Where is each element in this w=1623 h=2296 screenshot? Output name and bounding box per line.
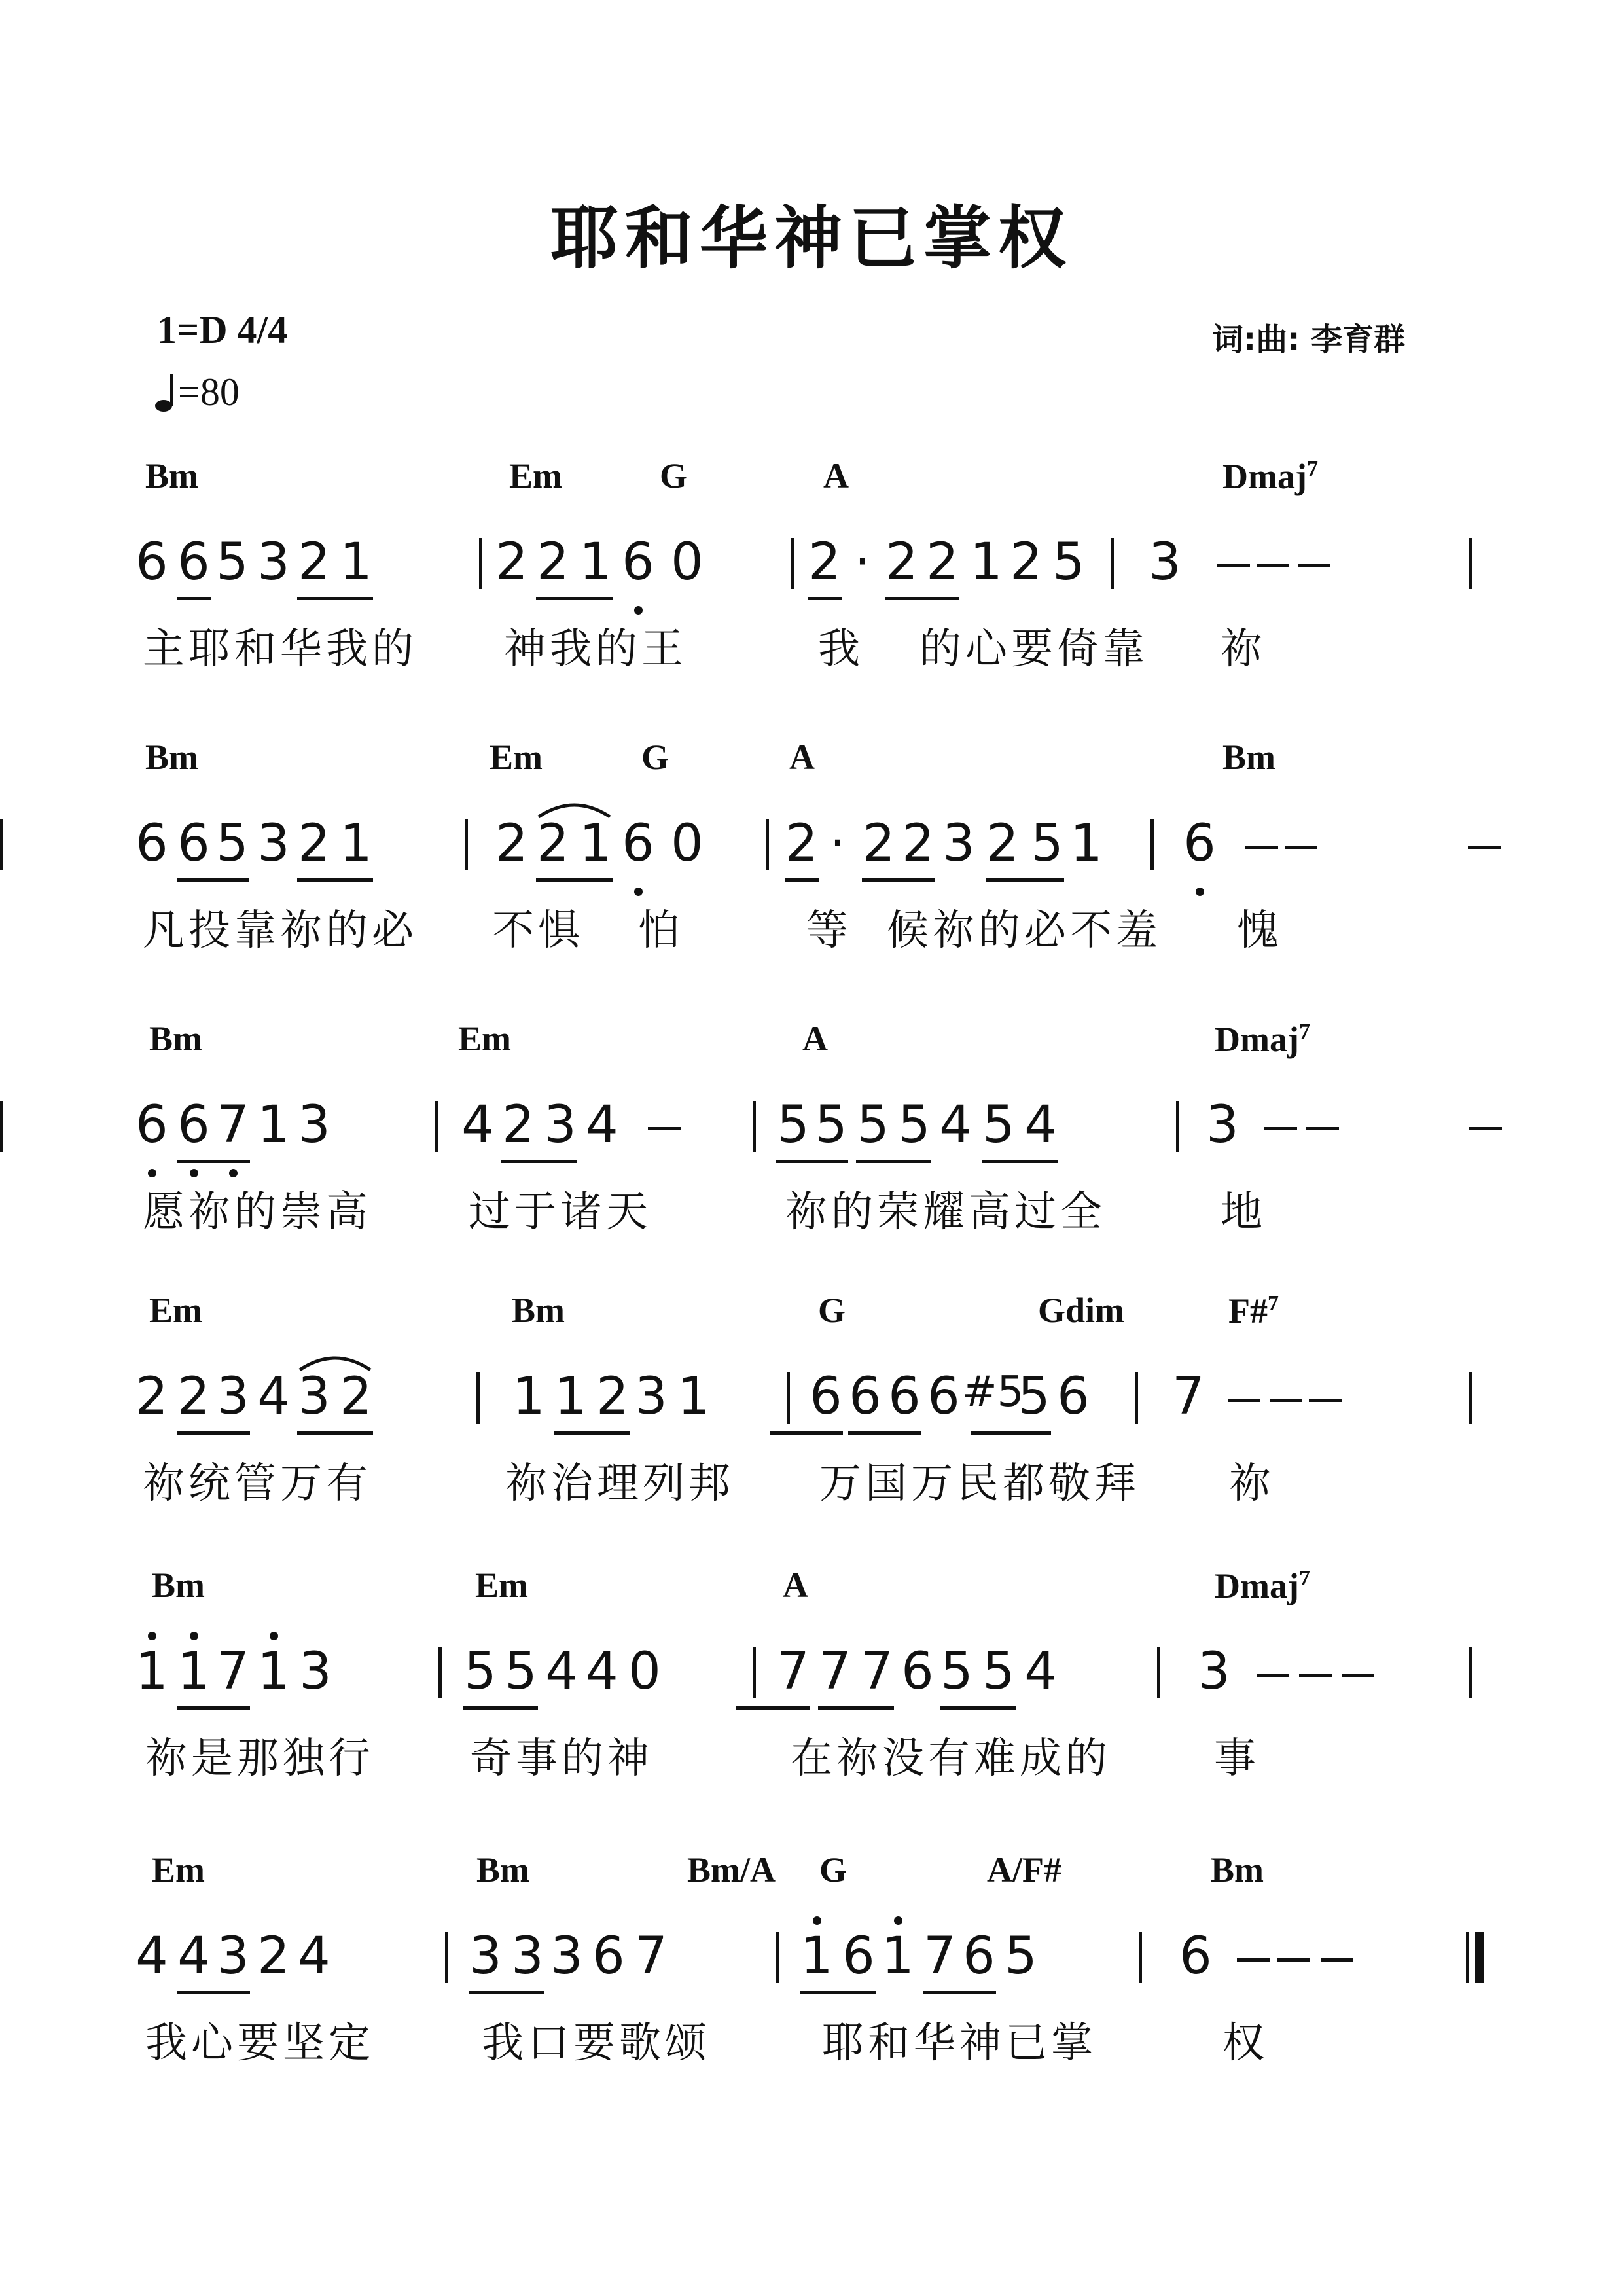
note-digit: 2 [298, 814, 330, 873]
note-digit: 3 [298, 1367, 330, 1426]
octave-dot-below [148, 1169, 156, 1177]
octave-dot-above [894, 1916, 902, 1925]
note-digit: 5 [982, 1642, 1015, 1701]
note-digit: 4 [135, 1927, 168, 1986]
eighth-beam [469, 1991, 544, 1994]
chord-extension: 7 [1298, 1566, 1310, 1590]
note-digit: 5 [857, 1096, 889, 1155]
note-digit: 7 [819, 1642, 851, 1701]
note-digit: 6 [1179, 1927, 1212, 1986]
note-digit: #5 [962, 1368, 1024, 1416]
eighth-beam [885, 597, 959, 600]
note-digit: 5 [216, 814, 249, 873]
chord-label: Dmaj [1215, 1020, 1299, 1059]
eighth-beam [800, 1991, 876, 1994]
note-digit: 4 [545, 1642, 578, 1701]
octave-dot-above [148, 1632, 156, 1640]
chord-label: Bm [145, 738, 198, 777]
eighth-beam [554, 1431, 630, 1435]
chord-label: Em [475, 1566, 528, 1605]
note-digit: 3 [257, 533, 290, 592]
chord-symbol [458, 1021, 511, 1056]
eighth-beam [862, 878, 935, 882]
extension-dash [648, 1127, 681, 1130]
chord-symbol [660, 458, 687, 493]
chord-symbol [987, 1852, 1061, 1888]
extension-dash [1264, 1127, 1297, 1130]
barline [787, 1372, 790, 1424]
note-digit: 5 [815, 1096, 847, 1155]
note-digit: 1 [1070, 814, 1103, 873]
slur [537, 798, 611, 818]
note-digit: 1 [882, 1927, 914, 1986]
barline [776, 1932, 779, 1983]
note-digit: 2 [340, 1367, 372, 1426]
note-digit: 4 [461, 1096, 494, 1155]
note-digit: 6 [135, 1096, 168, 1155]
note-digit: 7 [635, 1927, 668, 1986]
note-digit: 1 [800, 1927, 833, 1986]
chord-label: Em [149, 1291, 202, 1330]
chord-symbol [152, 1568, 205, 1603]
note-digit: 3 [1206, 1096, 1239, 1155]
lyric-phrase: 耶和华神已掌 [822, 2019, 1097, 2068]
octave-dot-above [813, 1916, 821, 1925]
chord-label: Dmaj [1222, 457, 1307, 496]
barline [476, 1372, 480, 1424]
barline [753, 1647, 756, 1698]
note-digit: 2 [537, 814, 569, 873]
eighth-beam [297, 597, 373, 600]
chord-label: G [819, 1850, 847, 1890]
note-digit: 6 [622, 533, 654, 592]
note-digit: 4 [586, 1642, 618, 1701]
chord-label: Bm [512, 1291, 565, 1330]
chord-symbol [818, 1293, 846, 1328]
note-digit: 1 [677, 1367, 710, 1426]
augmentation-dot: · [829, 814, 846, 873]
final-barline-thick [1475, 1932, 1484, 1983]
note-digit: 4 [1024, 1642, 1057, 1701]
note-digit: 3 [635, 1367, 668, 1426]
extension-dash [1277, 1958, 1310, 1962]
note-digit: 5 [1005, 1927, 1037, 1986]
lyric-phrase: 主耶和华我的 [143, 625, 418, 673]
note-digit: 1 [970, 533, 1003, 592]
extension-dash [1245, 846, 1278, 849]
note-digit: 3 [257, 814, 290, 873]
chord-symbol [819, 1852, 847, 1888]
chord-symbol [1215, 1021, 1310, 1057]
note-digit: 1 [512, 1367, 545, 1426]
eighth-beam [177, 597, 211, 600]
note-digit: 4 [298, 1927, 330, 1986]
note-digit: 2 [495, 533, 528, 592]
note-digit: 0 [671, 533, 704, 592]
barline [0, 1101, 3, 1152]
note-digit: 2 [986, 814, 1019, 873]
note-digit: 7 [923, 1927, 956, 1986]
eighth-beam [776, 1160, 848, 1163]
chord-label: A/F# [987, 1850, 1061, 1890]
barline [1469, 538, 1472, 589]
chord-label: Dmaj [1215, 1566, 1299, 1605]
chord-label: Em [458, 1019, 511, 1058]
lyric-phrase: 祢治理列邦 [505, 1460, 734, 1508]
note-digit: 7 [1172, 1367, 1205, 1426]
chord-symbol [1228, 1293, 1279, 1329]
eighth-beam [785, 878, 819, 882]
eighth-beam [177, 1431, 250, 1435]
chord-symbol [1211, 1852, 1264, 1888]
note-digit: 5 [216, 533, 249, 592]
eighth-beam [736, 1706, 810, 1710]
note-digit: 2 [502, 1096, 535, 1155]
note-digit: 5 [940, 1642, 973, 1701]
extension-dash [1285, 846, 1317, 849]
chord-label: A [783, 1566, 808, 1605]
chord-symbol [789, 740, 815, 775]
eighth-beam [856, 1160, 931, 1163]
lyric-phrase: 怕 [638, 906, 684, 955]
chord-symbol [149, 1293, 202, 1328]
note-digit: 1 [340, 533, 372, 592]
extension-dash [1468, 846, 1501, 849]
lyric-phrase: 等 [806, 906, 852, 955]
lyric-phrase: 不惧 [492, 906, 584, 955]
barline [791, 538, 794, 589]
chord-label: Gdim [1038, 1291, 1125, 1330]
note-digit: 5 [982, 1096, 1015, 1155]
note-digit: 4 [177, 1927, 210, 1986]
note-digit: 6 [177, 1096, 210, 1155]
barline [438, 1647, 442, 1698]
lyric-phrase: 地 [1221, 1188, 1266, 1236]
extension-dash [1298, 564, 1330, 567]
chord-label: A [823, 456, 849, 495]
barline [1150, 819, 1154, 870]
lyric-phrase: 祢 [1221, 625, 1266, 673]
octave-dot-below [634, 606, 643, 615]
note-digit: 5 [777, 1096, 810, 1155]
barline [1469, 1647, 1472, 1698]
note-digit: 1 [257, 1642, 290, 1701]
lyric-phrase: 权 [1222, 2019, 1268, 2068]
chord-label: A [802, 1019, 828, 1058]
lyric-phrase: 候祢的必不羞 [887, 906, 1162, 955]
chord-symbol [149, 1021, 202, 1056]
eighth-beam [536, 878, 613, 882]
note-digit: 2 [537, 533, 569, 592]
chord-symbol [476, 1852, 529, 1888]
extension-dash [1257, 1674, 1289, 1677]
note-digit: 6 [842, 1927, 875, 1986]
lyric-phrase: 我口要歌颂 [482, 2019, 711, 2068]
note-digit: 6 [963, 1927, 995, 1986]
chord-symbol [687, 1852, 776, 1888]
note-digit: 6 [177, 814, 210, 873]
note-digit: 2 [808, 533, 841, 592]
barline [766, 819, 769, 870]
barline [1469, 1372, 1472, 1424]
eighth-beam [177, 1706, 250, 1710]
note-digit: 2 [902, 814, 935, 873]
chord-label: Bm [476, 1850, 529, 1890]
barline [1157, 1647, 1160, 1698]
note-digit: 2 [863, 814, 895, 873]
note-digit: 5 [1052, 533, 1085, 592]
extension-dash [1257, 564, 1289, 567]
lyric-phrase: 事 [1214, 1734, 1260, 1783]
note-digit: 6 [888, 1367, 921, 1426]
eighth-beam [848, 1431, 921, 1435]
eighth-beam [808, 597, 842, 600]
note-digit: 6 [849, 1367, 882, 1426]
note-digit: 3 [511, 1927, 544, 1986]
chord-label: Bm [149, 1019, 202, 1058]
eighth-beam [940, 1706, 1016, 1710]
eighth-beam [463, 1706, 538, 1710]
chord-extension: 7 [1306, 457, 1318, 481]
extension-dash [1299, 1674, 1332, 1677]
chord-symbol [783, 1568, 808, 1603]
eighth-beam [986, 878, 1064, 882]
song-title: 耶和华神已掌权 [550, 198, 1073, 278]
chord-label: G [641, 738, 669, 777]
chord-label: Bm [1211, 1850, 1264, 1890]
chord-symbol [145, 740, 198, 775]
final-barline-thin [1466, 1932, 1469, 1983]
note-digit: 6 [901, 1642, 934, 1701]
note-digit: 6 [622, 814, 654, 873]
tempo-marking [154, 370, 240, 415]
note-digit: 2 [596, 1367, 629, 1426]
lyric-phrase: 过于诸天 [469, 1188, 652, 1236]
note-digit: 3 [217, 1927, 249, 1986]
chord-symbol [823, 458, 849, 493]
note-digit: 6 [135, 814, 168, 873]
eighth-beam [971, 1431, 1051, 1435]
lyric-phrase: 在祢没有难成的 [791, 1734, 1111, 1783]
chord-symbol [152, 1852, 205, 1888]
chord-symbol [1222, 458, 1318, 494]
extension-dash [1342, 1674, 1374, 1677]
chord-label: A [789, 738, 815, 777]
lyric-phrase: 愿祢的崇高 [143, 1188, 372, 1236]
note-digit: 2 [495, 814, 528, 873]
note-digit: 5 [898, 1096, 931, 1155]
note-digit: 6 [927, 1367, 960, 1426]
note-digit: 3 [1149, 533, 1181, 592]
note-digit: 7 [861, 1642, 893, 1701]
chord-symbol [641, 740, 669, 775]
note-digit: 5 [1018, 1367, 1050, 1426]
octave-dot-below [1196, 888, 1204, 896]
chord-symbol [475, 1568, 528, 1603]
chord-symbol [490, 740, 543, 775]
barline [435, 1101, 438, 1152]
chord-label: Bm/A [687, 1850, 776, 1890]
eighth-beam [982, 1160, 1058, 1163]
barline [465, 819, 468, 870]
note-digit: 6 [135, 533, 168, 592]
chord-symbol [145, 458, 198, 493]
augmentation-dot: · [854, 533, 871, 592]
note-digit: 6 [810, 1367, 842, 1426]
eighth-beam [177, 1160, 250, 1163]
lyric-phrase: 神我的王 [504, 625, 687, 673]
eighth-beam [501, 1160, 577, 1163]
octave-dot-above [270, 1632, 278, 1640]
chord-symbol [1215, 1568, 1310, 1604]
note-digit: 2 [257, 1927, 290, 1986]
note-digit: 1 [554, 1367, 587, 1426]
chord-label: Em [152, 1850, 205, 1890]
note-digit: 6 [1183, 814, 1216, 873]
note-digit: 4 [1024, 1096, 1057, 1155]
barline [0, 819, 3, 870]
lyric-phrase: 祢 [1229, 1460, 1275, 1508]
chord-symbol [1038, 1293, 1124, 1328]
note-digit: 5 [464, 1642, 497, 1701]
chord-extension: 7 [1298, 1020, 1310, 1044]
slur [298, 1352, 372, 1371]
quarter-note-icon [154, 373, 178, 412]
chord-symbol [512, 1293, 565, 1328]
barline [1135, 1372, 1138, 1424]
note-digit: 4 [586, 1096, 618, 1155]
chord-extension: 7 [1268, 1291, 1279, 1316]
note-digit: 6 [592, 1927, 625, 1986]
chord-label: G [660, 456, 688, 495]
key-signature: 1=D 4/4 [157, 308, 288, 351]
note-digit: 7 [777, 1642, 810, 1701]
barline [479, 538, 482, 589]
note-digit: 0 [671, 814, 704, 873]
note-digit: 4 [257, 1367, 290, 1426]
barline [445, 1932, 448, 1983]
barline [753, 1101, 756, 1152]
lyric-phrase: 我 [818, 625, 864, 673]
extension-dash [1270, 1399, 1302, 1402]
note-digit: 2 [885, 533, 918, 592]
eighth-beam [177, 878, 249, 882]
chord-label: Bm [145, 456, 198, 495]
extension-dash [1309, 1399, 1342, 1402]
credit: 词:曲: 李育群 [1212, 321, 1406, 358]
lyric-phrase: 祢的荣耀高过全 [785, 1188, 1106, 1236]
note-digit: 3 [299, 1642, 332, 1701]
chord-symbol [509, 458, 562, 493]
chord-symbol [1222, 740, 1275, 775]
tempo-value: =80 [178, 370, 240, 414]
note-digit: 1 [135, 1642, 168, 1701]
chord-label: G [818, 1291, 846, 1330]
eighth-beam [536, 597, 613, 600]
chord-label: Em [490, 738, 543, 777]
note-digit: 3 [469, 1927, 502, 1986]
note-digit: 2 [298, 533, 330, 592]
lyric-phrase: 愧 [1237, 906, 1283, 955]
note-digit: 3 [942, 814, 975, 873]
lyric-phrase: 奇事的神 [470, 1734, 653, 1783]
chord-label: Bm [1222, 738, 1275, 777]
note-digit: 1 [579, 533, 612, 592]
note-digit: 1 [257, 1096, 290, 1155]
note-digit: 7 [217, 1642, 249, 1701]
lyric-phrase: 凡投靠祢的必 [143, 906, 418, 955]
extension-dash [1469, 1127, 1502, 1130]
note-digit: 3 [544, 1096, 577, 1155]
eighth-beam [923, 1991, 996, 1994]
lyric-phrase: 我心要坚定 [145, 2019, 374, 2068]
octave-dot-below [634, 888, 643, 896]
extension-dash [1237, 1958, 1270, 1962]
barline [1111, 538, 1114, 589]
note-digit: 3 [217, 1367, 249, 1426]
note-digit: 1 [579, 814, 612, 873]
note-digit: 1 [177, 1642, 210, 1701]
note-digit: 5 [505, 1642, 537, 1701]
note-digit: 2 [1010, 533, 1043, 592]
lyric-phrase: 的心要倚靠 [919, 625, 1149, 673]
octave-dot-below [229, 1169, 238, 1177]
eighth-beam [177, 1991, 250, 1994]
eighth-beam [297, 878, 373, 882]
lyric-phrase: 祢是那独行 [145, 1734, 374, 1783]
lyric-phrase: 万国万民都敬拜 [819, 1460, 1140, 1508]
note-digit: 6 [1057, 1367, 1090, 1426]
note-digit: 3 [1198, 1642, 1230, 1701]
chord-symbol [802, 1021, 828, 1056]
note-digit: 3 [298, 1096, 330, 1155]
note-digit: 0 [628, 1642, 661, 1701]
chord-label: F# [1228, 1291, 1268, 1331]
lyric-phrase: 祢统管万有 [143, 1460, 372, 1508]
note-digit: 2 [926, 533, 959, 592]
chord-label: Bm [152, 1566, 205, 1605]
note-digit: 2 [785, 814, 818, 873]
barline [1176, 1101, 1179, 1152]
eighth-beam [770, 1431, 843, 1435]
extension-dash [1217, 564, 1250, 567]
eighth-beam [297, 1431, 373, 1435]
note-digit: 2 [177, 1367, 210, 1426]
note-digit: 2 [135, 1367, 168, 1426]
note-digit: 4 [939, 1096, 972, 1155]
extension-dash [1321, 1958, 1353, 1962]
eighth-beam [818, 1706, 894, 1710]
octave-dot-below [190, 1169, 198, 1177]
extension-dash [1306, 1127, 1339, 1130]
octave-dot-above [190, 1632, 198, 1640]
note-digit: 6 [177, 533, 210, 592]
chord-label: Em [509, 456, 562, 495]
barline [1139, 1932, 1142, 1983]
note-digit: 7 [217, 1096, 249, 1155]
extension-dash [1228, 1399, 1260, 1402]
note-digit: 1 [340, 814, 372, 873]
note-digit: 5 [1031, 814, 1063, 873]
note-digit: 3 [550, 1927, 583, 1986]
